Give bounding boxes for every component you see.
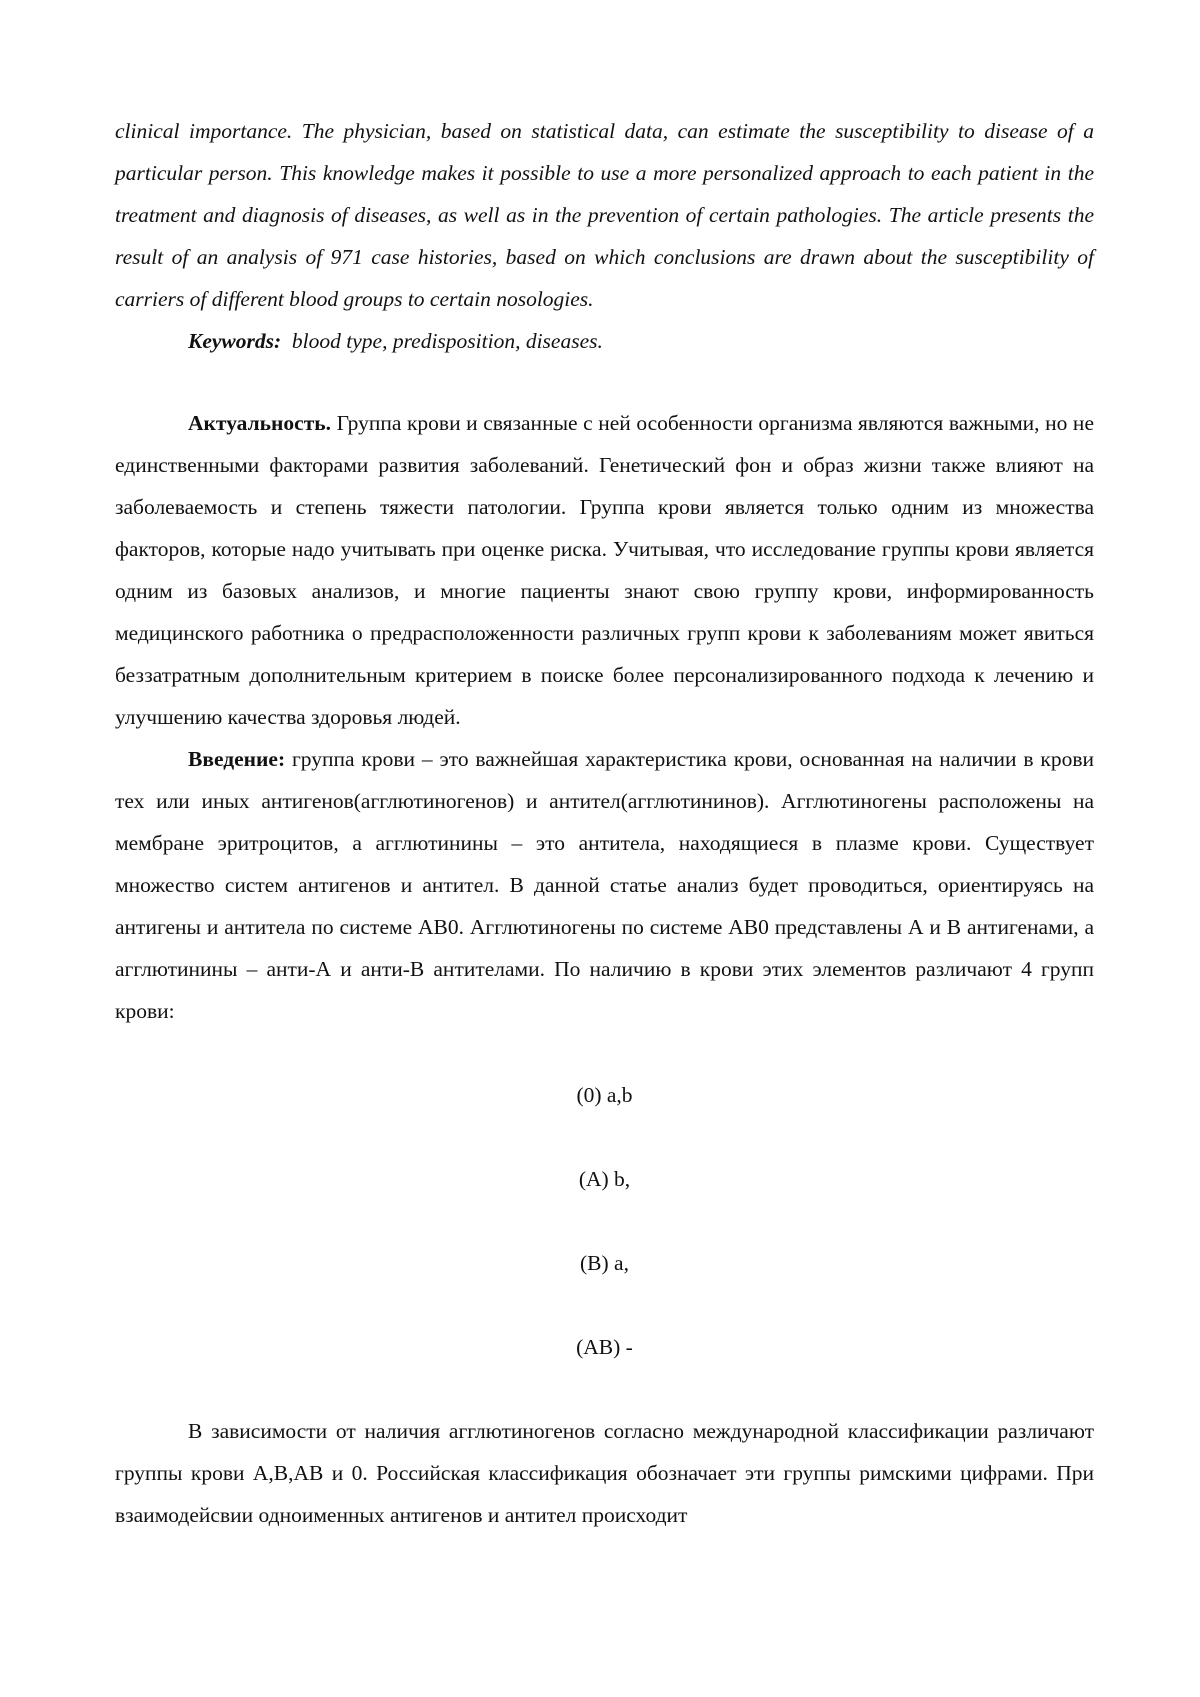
classification-text: В зависимости от наличия агглютиногенов согласно международной классификации различают группы крови A,B,AB и 0. Российская классификация обозначает эти группы римскими цифрами. При взаимодейсвии одноименных антигенов и антител происходит — [115, 1419, 1094, 1527]
keywords-label: Keywords: — [188, 329, 281, 353]
relevance-paragraph — [115, 402, 1094, 738]
blood-group-item: (A) b, — [115, 1158, 1094, 1200]
relevance-label: Актуальность. — [188, 411, 331, 435]
abstract-paragraph — [115, 110, 1094, 320]
keywords-line — [115, 320, 1094, 362]
blood-group-item: (0) a,b — [115, 1074, 1094, 1116]
blood-group-item: (B) a, — [115, 1242, 1094, 1284]
introduction-label: Введение: — [188, 747, 285, 771]
introduction-text: группа крови – это важнейшая характеристика крови, основанная на наличии в крови тех или иных антигенов(агглютиногенов) и антител(агглютининов). Агглютиногены расположены на мембране эритроцитов, а агглютинины – это антитела, находящиеся в плазме крови. Существует множество систем антигенов и антител. В данной статье анализ будет проводиться, ориентируясь на антигены и антитела по системе АВ0. Агглютиногены по системе АВ0 представлены А и В антигенами, а агглютинины – анти-А и анти-В антителами. По наличию в крови этих элементов различают 4 групп крови: — [115, 747, 1094, 1023]
document-page — [115, 110, 1094, 1536]
introduction-paragraph — [115, 738, 1094, 1032]
blood-group-item: (AB) - — [115, 1326, 1094, 1368]
relevance-text: Группа крови и связанные с ней особенности организма являются важными, но не единственными факторами развития заболеваний. Генетический фон и образ жизни также влияют на заболеваемость и степень тяжести патологии. Группа крови является только одним из множества факторов, которые надо учитывать при оценке риска. Учитывая, что исследование группы крови является одним из базовых анализов, и многие пациенты знают свою группу крови, информированность медицинского работника о предрасположенности различных групп крови к заболеваниям может явиться беззатратным дополнительным критерием в поиске более персонализированного подхода к лечению и улучшению качества здоровья людей. — [115, 411, 1094, 729]
keywords-text: blood type, predisposition, diseases. — [281, 329, 603, 353]
classification-paragraph — [115, 1410, 1094, 1536]
blood-group-list — [115, 1074, 1094, 1368]
abstract-text: clinical importance. The physician, based on statistical data, can estimate the susceptibility to disease of a particular person. This knowledge makes it possible to use a more personalized approach to each patient in the treatment and diagnosis of diseases, as well as in the prevention of certain pathologies. The article presents the result of an analysis of 971 case histories, based on which conclusions are drawn about the susceptibility of carriers of different blood groups to certain nosologies. — [115, 119, 1094, 311]
